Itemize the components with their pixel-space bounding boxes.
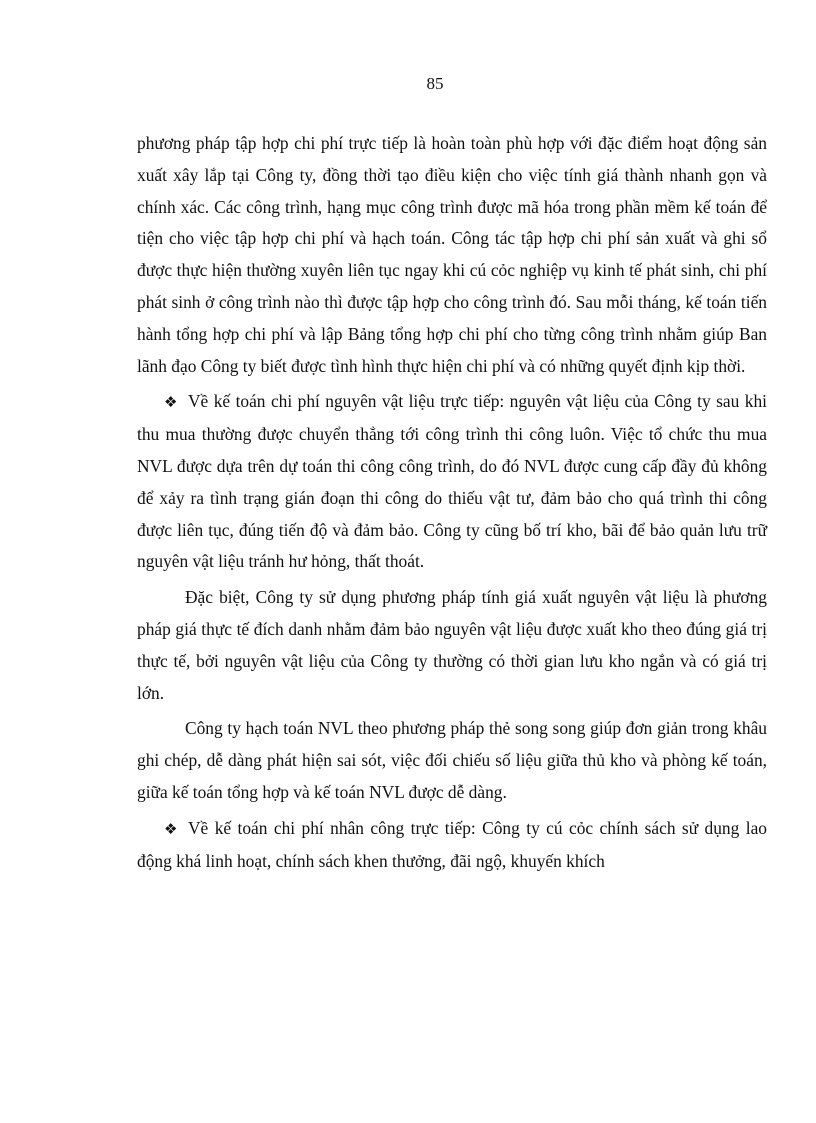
paragraph-material-cost-text: Về kế toán chi phí nguyên vật liệu trực tiếp: nguyên vật liệu của Công ty sau khi thu mua thường được chuyển thẳng tới công trình thi công luôn. Việc tổ chức thu mua NVL được dựa trên dự toán thi công công trình, do đó NVL được cung cấp đầy đủ không để xảy ra tình trạng gián đoạn thi công do thiếu vật tư, đảm bảo cho quá trình thi công được liên tục, đúng tiến độ và đảm bảo. Công ty cũng bố trí kho, bãi để bảo quản lưu trữ nguyên vật liệu tránh hư hỏng, thất thoát. [137, 391, 767, 572]
paragraph-labor-cost-text: Về kế toán chi phí nhân công trực tiếp: Công ty cú cỏc chính sách sử dụng lao động khá linh hoạt, chính sách khen thưởng, đãi ngộ, khuyến khích [137, 817, 767, 871]
diamond-bullet-icon: ❖ [164, 393, 178, 412]
paragraph-continuation: phương pháp tập hợp chi phí trực tiếp là hoàn toàn phù hợp với đặc điểm hoạt động sản xuất xây lắp tại Công ty, đồng thời tạo điều kiện cho việc tính giá thành nhanh gọn và chính xác. Các công trình, hạng mục công trình được mã hóa trong phần mềm kế toán để tiện cho việc tập hợp chi phí và hạch toán. Công tác tập hợp chi phí sản xuất và ghi sổ được thực hiện thường xuyên liên tục ngay khi cú cỏc nghiệp vụ kinh tế phát sinh, chi phí phát sinh ở công trình nào thì được tập hợp cho công trình đó. Sau mỗi tháng, kế toán tiến hành tổng hợp chi phí và lập Bảng tổng hợp chi phí cho từng công trình nhằm giúp Ban lãnh đạo Công ty biết được tình hình thực hiện chi phí và có những quyết định kịp thời. [137, 133, 767, 376]
document-body [137, 128, 767, 881]
paragraph-pricing-method: Đặc biệt, Công ty sử dụng phương pháp tính giá xuất nguyên vật liệu là phương pháp giá thực tế đích danh nhằm đảm bảo nguyên vật liệu được xuất kho theo đúng giá trị thực tế, bởi nguyên vật liệu của Công ty thường có thời gian lưu kho ngắn và có giá trị lớn. [137, 587, 767, 703]
diamond-bullet-icon: ❖ [164, 819, 178, 838]
paragraph-material-cost [137, 386, 767, 578]
paragraph-labor-cost [137, 813, 767, 878]
page-number: 85 [426, 74, 444, 93]
paragraph-card-method: Công ty hạch toán NVL theo phương pháp thẻ song song giúp đơn giản trong khâu ghi chép, dễ dàng phát hiện sai sót, việc đối chiếu số liệu giữa thủ kho và phòng kế toán, giữa kế toán tổng hợp và kế toán NVL được dễ dàng. [137, 718, 767, 802]
